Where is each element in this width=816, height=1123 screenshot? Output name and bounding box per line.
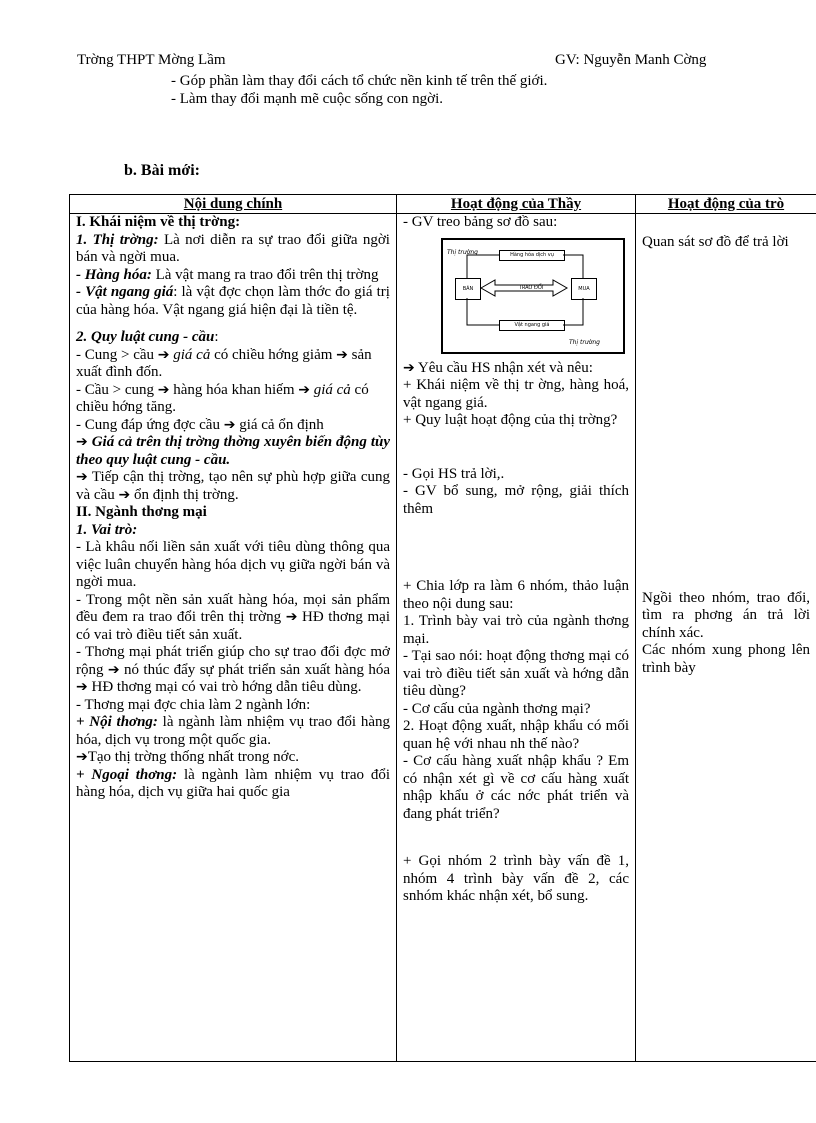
diagram-arrows bbox=[443, 240, 623, 352]
heading-supply-demand: 2. Quy luật cung - cầu bbox=[76, 329, 215, 345]
term-market: 1. Thị trờng: bbox=[76, 231, 159, 248]
arrow-icon: ➔ bbox=[223, 416, 236, 433]
arrow-icon: ➔ bbox=[76, 679, 88, 695]
price-fluctuation-note: Giá cả trên thị trờng thờng xuyên biến động tùy theo quy luật cung - cầu. bbox=[76, 434, 390, 468]
term-equivalent: - Vật ngang giá bbox=[76, 284, 174, 300]
header-student-activity: Hoạt động của trò bbox=[636, 195, 816, 214]
lesson-table bbox=[69, 194, 816, 1062]
diagram-market-top: Thị trường bbox=[447, 248, 478, 256]
main-content-cell: I. Khái niệm về thị trờng: 1. Thị trờng: Là nơi diễn ra sự trao đổi giữa ngời bán và ngời mua. - Hàng hóa: Là vật mang ra trao đổi trên thị trờng - Vật ngang giá: là vật đợc chọn làm thớc đo giá trị của hàng hóa. Vật ngang giá hiện đại là tiền tệ. 2. Quy luật cung - cầu: - Cung > cầu ➔ giá cả có chiều hớng giảm ➔ sản xuất đình đốn. - Cầu > cung ➔ hàng hóa khan hiếm ➔ giá cả có chiều hớng tăng. - Cung đáp ứng đợc cầu ➔ giá cả ổn định ➔ Giá cả trên thị trờng thờng xuyên biến động tùy theo quy luật cung - cầu. ➔ Tiếp cận thị trờng, tạo nên sự phù hợp giữa cung và cầu ➔ ổn định thị trờng. II. Ngành thơng mại 1. Vai trò: - Là khâu nối liền sản xuất với tiêu dùng thông qua việc luân chuyển hàng hóa dịch vụ giữa ngời bán và ngời mua. - Trong một nền sản xuất hàng hóa, mọi sản phẩm đều đem ra trao đổi trên thị trờng ➔ HĐ thơng mại có vai trò điều tiết sản xuất. - Thơng mại phát triển giúp cho sự trao đổi đợc mở rộng ➔ nó thúc đẩy sự phát triển sản xuất hàng hóa ➔ HĐ thơng mại có vai trò hớng dẫn tiêu dùng. - Thơng mại đợc chia làm 2 ngành lớn: + Nội thơng: là ngành làm nhiệm vụ trao đổi hàng hóa, dịch vụ trong một quốc gia. ➔Tạo thị trờng thống nhất trong nớc. + Ngoại thơng: là ngành làm nhiệm vụ trao đổi hàng hóa, dịch vụ giữa hai quốc gia bbox=[70, 214, 397, 1062]
term-goods: - Hàng hóa: bbox=[76, 266, 152, 283]
arrow-icon: ➔ bbox=[107, 661, 120, 678]
teacher-activity-cell: - GV treo bảng sơ đồ sau: Thị trường Hàng hóa dịch vụ BÁN TRAO ĐỔI MUA Vật ngang giá Thị trường ➔ Yêu cầu HS nhận xét và nêu: + Khái niệm về thị tr ờng, hàng hoá, vật ngang giá. + Quy luật hoạt động của thị trờng? - Gọi HS trả lời,. - GV bổ sung, mở rộng, giải thích thêm + Chia lớp ra làm 6 nhóm, thảo luận theo nội dung sau: 1. Trình bày vai trò của ngành thơng mại. - Tại sao nói: hoạt động thơng mại có vai trò điều tiết sản xuất và hớng dẫn tiêu dùng? - Cơ cấu của ngành thơng mại? 2. Hoạt động xuất, nhập khẩu có mối quan hệ với nhau nh thế nào? - Cơ cấu hàng xuất nhập khẩu ? Em có nhận xét gì về cơ cấu hàng xuất nhập khẩu ở các nớc phát triển và đang phát triển? + Gọi nhóm 2 trình bày vấn đề 1, nhóm 4 trình bày vấn đề 2, các snhóm khác nhận xét, bổ sung. bbox=[397, 214, 636, 1062]
header-teacher-activity: Hoạt động của Thầy bbox=[397, 195, 636, 214]
arrow-icon: ➔ bbox=[76, 749, 88, 765]
student-activity-cell: Quan sát sơ đồ để trả lời Ngồi theo nhóm, trao đổi, tìm ra phơng án trả lời chính xác. Các nhóm xung phong lên trình bày bbox=[636, 214, 816, 1062]
arrow-icon: ➔ bbox=[157, 346, 170, 363]
term-foreign-trade: + Ngoại thơng: bbox=[76, 766, 178, 783]
header-school: Trờng THPT Mờng Lầm bbox=[77, 52, 226, 68]
market-diagram bbox=[441, 238, 625, 354]
intro-line: - Góp phần làm thay đổi cách tổ chức nền kinh tế trên thế giới. bbox=[171, 73, 548, 89]
intro-text bbox=[171, 72, 547, 108]
arrow-icon: ➔ bbox=[285, 609, 298, 625]
heading-market-concept: I. Khái niệm về thị trờng: bbox=[76, 214, 241, 230]
diagram-market-bottom: Thị trường bbox=[569, 338, 600, 346]
header-teacher: GV: Nguyễn Manh Cờng bbox=[555, 52, 707, 68]
arrow-icon: ➔ bbox=[118, 486, 131, 503]
header-main-content: Nội dung chính bbox=[70, 195, 397, 214]
section-title: b. Bài mới: bbox=[124, 162, 200, 179]
arrow-icon: ➔ bbox=[403, 359, 415, 376]
term-domestic-trade: + Nội thơng: bbox=[76, 714, 158, 730]
heading-role: 1. Vai trò: bbox=[76, 521, 138, 538]
diagram-exchange-label: TRAO ĐỔI bbox=[505, 284, 557, 293]
intro-line: - Làm thay đổi mạnh mẽ cuộc sống con ngời. bbox=[171, 91, 444, 107]
arrow-icon: ➔ bbox=[76, 434, 88, 450]
arrow-icon: ➔ bbox=[76, 469, 88, 485]
diagram-sell-box: BÁN bbox=[455, 278, 481, 300]
diagram-equivalent-box: Vật ngang giá bbox=[499, 320, 565, 331]
arrow-icon: ➔ bbox=[336, 346, 348, 363]
heading-commerce: II. Ngành thơng mại bbox=[76, 504, 207, 520]
diagram-goods-box: Hàng hóa dịch vụ bbox=[499, 250, 565, 261]
arrow-icon: ➔ bbox=[157, 381, 170, 398]
arrow-icon: ➔ bbox=[298, 381, 310, 398]
diagram-buy-box: MUA bbox=[571, 278, 597, 300]
